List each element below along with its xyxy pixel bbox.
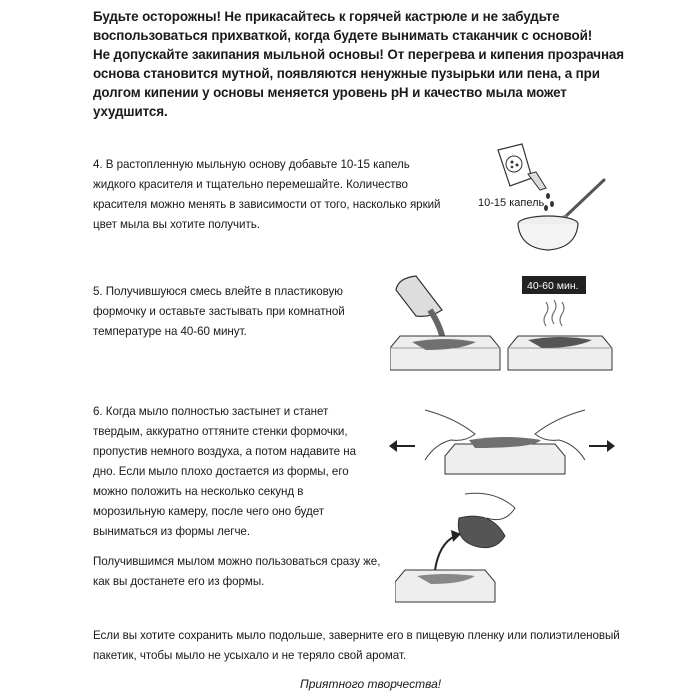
arrow-right-icon [589, 440, 615, 452]
drops-icon [544, 193, 554, 211]
soap-out-illustration [395, 488, 525, 608]
warning-paragraph-1: Будьте осторожны! Не прикасайтесь к горячей кастрюле и не забудьте воспользоваться прихваткой, когда будете вынимать стаканчик с основой! [93, 9, 593, 43]
step-6-text: 6. Когда мыло полностью застынет и станет твердым, аккуратно оттяните стенки формочки, пропустив немного воздуха, а потом надавите на дно. Если мыло плохо достается из формы, его можно положить на несколько секунд в морозильную камеру, после чего оно будет выниматься из формы легче. [93, 405, 356, 538]
dye-illustration [470, 140, 610, 260]
mold-flexed-icon [445, 437, 565, 474]
pour-illustration [390, 270, 620, 380]
unmold-illustration [385, 400, 625, 490]
storage-note [93, 626, 633, 666]
curved-arrow-icon [435, 530, 461, 570]
hand-holding-soap-icon [458, 493, 515, 547]
ready-text: Получившимся мылом можно пользоваться сразу же, как вы достанете его из формы. [93, 555, 381, 588]
step-4 [93, 155, 453, 235]
mold-left-icon [390, 336, 500, 370]
warning-paragraph-2: Не допускайте закипания мыльной основы! От перегрева и кипения прозрачная основа становится мутной, появляются ненужные пузырьки или пена, а при долгом кипении у основы меняется уровень pH и качество мыла может ухудшится. [93, 47, 624, 119]
dye-bottle-icon [498, 144, 546, 190]
mold-empty-icon [395, 570, 495, 602]
step-6 [93, 402, 378, 542]
step-5 [93, 282, 378, 342]
closing-text: Приятного творчества! [300, 677, 442, 691]
mold-right-icon [508, 336, 612, 370]
spoon-icon [566, 180, 604, 216]
steam-icon [544, 300, 564, 326]
drops-label: 10-15 капель [478, 197, 545, 209]
bowl-icon [518, 216, 578, 250]
storage-text: Если вы хотите сохранить мыло подольше, заверните его в пищевую пленку или полиэтиленовый пакетик, чтобы мыло не усыхало и не теряло свой аромат. [93, 629, 620, 662]
step-5-text: 5. Получившуюся смесь влейте в пластиковую формочку и оставьте застывать при комнатной температуре на 40-60 минут. [93, 285, 345, 338]
warning-block [93, 7, 633, 121]
arrow-left-icon [389, 440, 415, 452]
ready-note [93, 552, 393, 592]
timer-label: 40-60 мин. [527, 280, 579, 292]
timer-badge [522, 276, 586, 294]
step-4-text: 4. В растопленную мыльную основу добавьте 10-15 капель жидкого красителя и тщательно перемешайте. Количество красителя можно менять в зависимости от того, насколько яркий цвет мыла вы хотите получить. [93, 158, 441, 231]
